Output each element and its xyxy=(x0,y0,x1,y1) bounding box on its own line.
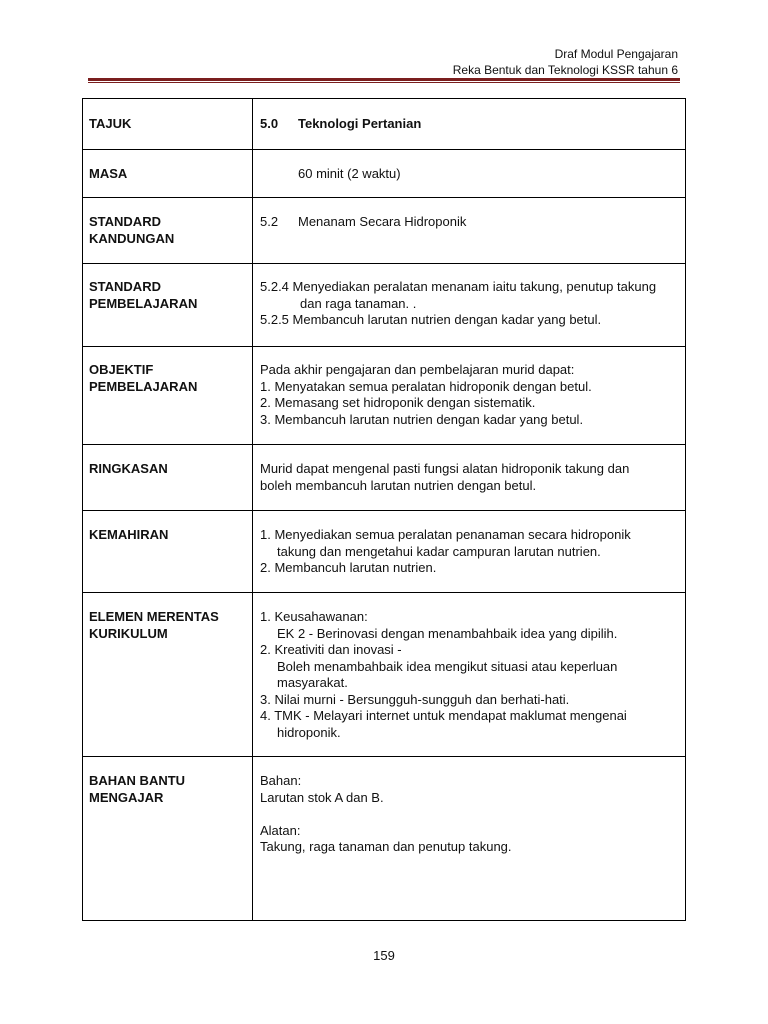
row-standard-pembelajaran xyxy=(83,264,686,347)
header-line-1: Draf Modul Pengajaran xyxy=(554,47,678,61)
bb-line: Larutan stok A dan B. xyxy=(260,789,384,805)
bb-line: Alatan: xyxy=(260,822,301,838)
row-objektif xyxy=(83,347,686,445)
em-line: Boleh menambahbaik idea mengikut situasi atau keperluan xyxy=(277,658,618,674)
value-elemen-merentas xyxy=(253,593,686,757)
em-line: EK 2 - Berinovasi dengan menambahbaik idea yang dipilih. xyxy=(277,625,618,641)
header-line-2: Reka Bentuk dan Teknologi KSSR tahun 6 xyxy=(452,63,678,77)
row-masa xyxy=(83,150,686,198)
lesson-plan-table xyxy=(82,98,686,921)
spacer xyxy=(260,806,677,823)
header-rule-thin xyxy=(88,82,680,83)
ob-intro: Pada akhir pengajaran dan pembelajaran murid dapat: xyxy=(260,362,575,377)
label-masa: MASA xyxy=(83,150,253,198)
tajuk-number: 5.0 xyxy=(260,116,279,131)
label-line: PEMBELAJARAN xyxy=(89,295,198,311)
ob-item: 3. Membancuh larutan nutrien dengan kadar yang betul. xyxy=(260,411,584,427)
value-kemahiran xyxy=(253,511,686,593)
value-standard-kandungan xyxy=(253,198,686,264)
header-rule xyxy=(88,78,680,81)
label-line: STANDARD xyxy=(89,279,161,294)
em-line: hidroponik. xyxy=(277,724,341,740)
row-bahan-bantu xyxy=(83,757,686,921)
value-bahan-bantu xyxy=(253,757,686,921)
em-line: 2. Kreativiti dan inovasi - xyxy=(260,642,402,657)
label-line: KURIKULUM xyxy=(89,625,168,641)
rk-line: boleh membancuh larutan nutrien dengan betul. xyxy=(260,477,537,493)
row-elemen-merentas xyxy=(83,593,686,757)
label-ringkasan: RINGKASAN xyxy=(83,445,253,511)
row-tajuk xyxy=(83,99,686,150)
km-item: takung dan mengetahui kadar campuran larutan nutrien. xyxy=(277,543,601,559)
bb-line: Bahan: xyxy=(260,773,302,788)
label-standard-kandungan xyxy=(83,198,253,264)
tajuk-title: Teknologi Pertanian xyxy=(298,116,422,131)
label-line: STANDARD xyxy=(89,214,161,229)
em-line: 3. Nilai murni - Bersungguh-sungguh dan berhati-hati. xyxy=(260,691,570,707)
label-line: BAHAN BANTU xyxy=(89,773,186,788)
value-ringkasan xyxy=(253,445,686,511)
label-line: PEMBELAJARAN xyxy=(89,378,198,394)
page-number: 159 xyxy=(373,948,395,963)
sp-line: 5.2.4 Menyediakan peralatan menanam iaitu takung, penutup takung xyxy=(260,279,657,294)
label-line: ELEMEN MERENTAS xyxy=(89,609,219,624)
value-tajuk xyxy=(253,99,686,150)
sk-title: Menanam Secara Hidroponik xyxy=(298,214,467,229)
sp-line: 5.2.5 Membancuh larutan nutrien dengan kadar yang betul. xyxy=(260,312,602,327)
sp-line: dan raga tanaman. . xyxy=(300,295,417,311)
row-ringkasan xyxy=(83,445,686,511)
label-line: MENGAJAR xyxy=(89,789,164,805)
em-line: masyarakat. xyxy=(277,675,348,690)
sk-number: 5.2 xyxy=(260,214,279,229)
label-elemen-merentas xyxy=(83,593,253,757)
value-masa: 60 minit (2 waktu) xyxy=(253,150,686,198)
row-kemahiran xyxy=(83,511,686,593)
label-objektif xyxy=(83,347,253,445)
label-kemahiran: KEMAHIRAN xyxy=(83,511,253,593)
em-line: 1. Keusahawanan: xyxy=(260,609,368,624)
ob-item: 2. Memasang set hidroponik dengan sistematik. xyxy=(260,395,536,410)
rk-line: Murid dapat mengenal pasti fungsi alatan hidroponik takung dan xyxy=(260,461,630,476)
ob-item: 1. Menyatakan semua peralatan hidroponik dengan betul. xyxy=(260,378,592,394)
km-item: 2. Membancuh larutan nutrien. xyxy=(260,560,437,575)
value-standard-pembelajaran xyxy=(253,264,686,347)
bb-line: Takung, raga tanaman dan penutup takung. xyxy=(260,839,512,854)
value-objektif xyxy=(253,347,686,445)
km-item: 1. Menyediakan semua peralatan penanaman secara hidroponik xyxy=(260,527,631,542)
em-line: 4. TMK - Melayari internet untuk mendapat maklumat mengenai xyxy=(260,708,627,723)
page-header xyxy=(453,46,678,78)
label-line: OBJEKTIF xyxy=(89,362,154,377)
label-tajuk: TAJUK xyxy=(83,99,253,150)
label-standard-pembelajaran xyxy=(83,264,253,347)
row-standard-kandungan xyxy=(83,198,686,264)
label-bahan-bantu xyxy=(83,757,253,921)
label-line: KANDUNGAN xyxy=(89,230,175,246)
